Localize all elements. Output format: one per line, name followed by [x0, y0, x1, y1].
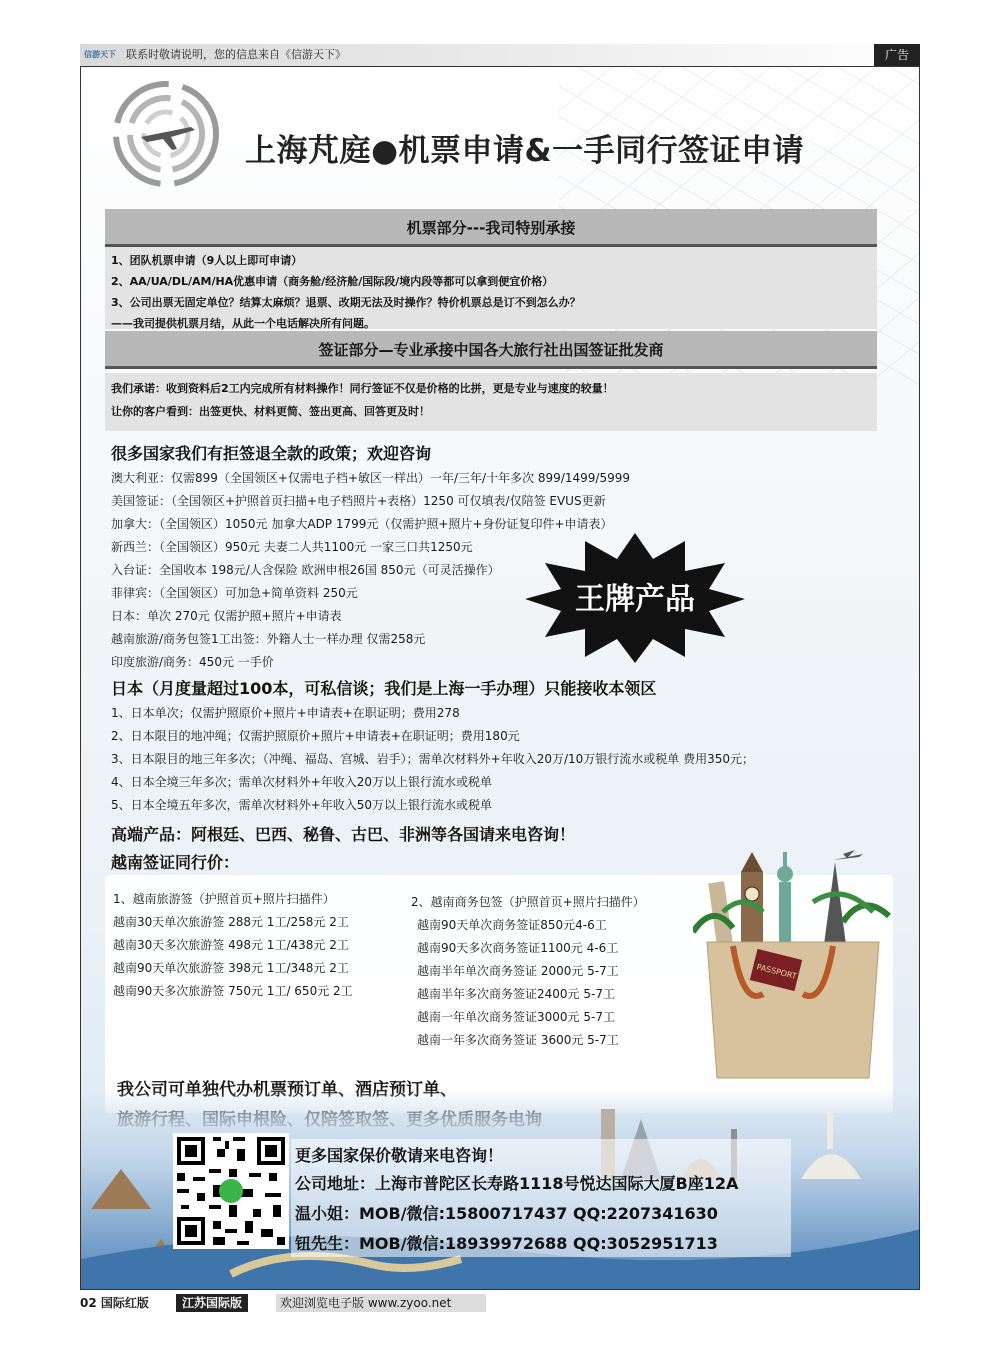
japan-item: 5、日本全境五年多次，需单次材料外+年收入50万以上银行流水或税单	[111, 798, 492, 812]
vietnam-business-item: 越南一年多次商务签证 3600元 5-7工	[417, 1033, 619, 1047]
page-footer	[80, 1294, 920, 1312]
japan-item: 4、日本全境三年多次；需单次材料外+年收入20万以上银行流水或税单	[111, 775, 492, 789]
ticket-item: 2、AA/UA/DL/AM/HA优惠申请（商务舱/经济舱/国际段/境内段等都可以拿到便宜价格）	[111, 275, 554, 288]
country-price-line: 澳大利亚：仅需899（全国领区+仅需电子档+敏区一样出）一年/三年/十年多次 899/1499/5999	[111, 471, 630, 485]
airplane-swirl-logo-icon	[111, 79, 221, 189]
more-countries-note: 更多国家保价敬请来电咨询！	[295, 1146, 504, 1165]
contact-person-wen[interactable]: 温小姐：MOB/微信:15800717437 QQ:2207341630	[295, 1204, 718, 1223]
visa-promise: 让你的客户看到：出签更快、材料更简、签出更高、回答更及时！	[111, 405, 430, 418]
contact-person-niu[interactable]: 钮先生：MOB/微信:18939972688 QQ:3052951713	[295, 1234, 718, 1253]
japan-heading: 日本（月度量超过100本，可私信谈；我们是上海一手办理）只能接收本领区	[111, 679, 657, 698]
ace-product-label: 王牌产品	[575, 582, 695, 617]
vietnam-business-item: 越南一年单次商务签证3000元 5-7工	[417, 1010, 615, 1024]
vietnam-tourist-item: 越南30天单次旅游签 288元 1工/258元 2工	[113, 915, 349, 929]
ticket-item: 1、团队机票申请（9人以上即可申请）	[111, 254, 303, 267]
vietnam-business-item: 越南半年单次商务签证 2000元 5-7工	[417, 964, 619, 978]
highend-heading: 高端产品：阿根廷、巴西、秘鲁、古巴、非洲等各国请来电咨询！	[111, 825, 576, 844]
japan-item: 2、日本限目的地冲绳；仅需护照原价+照片+申请表+在职证明；费用180元	[111, 729, 520, 743]
top-bar	[80, 44, 920, 66]
vietnam-tourist-item: 越南90天多次旅游签 750元 1工/ 650元 2工	[113, 984, 353, 998]
country-price-line: 入台证：全国收本 198元/人含保险 欧洲申根26国 850元（可灵活操作）	[111, 563, 500, 577]
wechat-qr-code[interactable]	[173, 1133, 289, 1249]
wechat-icon	[219, 1179, 243, 1203]
vietnam-tourist-item: 越南90天单次旅游签 398元 1工/348元 2工	[113, 961, 349, 975]
page-title: 上海芃庭●机票申请&一手同行签证申请	[245, 133, 805, 169]
travel-bag-landmarks-icon	[693, 842, 893, 1082]
country-price-line: 菲律宾：（全国领区）可加急+简单资料 250元	[111, 586, 358, 600]
ticket-section-heading: 机票部分---我司特别承接	[105, 209, 877, 247]
page-number: 02 国际红版	[80, 1296, 149, 1310]
vietnam-tourist-title: 1、越南旅游签（护照首页+照片扫描件）	[113, 892, 335, 906]
vietnam-heading: 越南签证同行价：	[111, 853, 240, 872]
company-address: 公司地址：上海市普陀区长寿路1118号悦达国际大厦B座12A	[295, 1174, 739, 1193]
ad-tag: 广告	[874, 44, 920, 66]
vietnam-business-item: 越南90天单次商务签证850元4-6工	[417, 918, 607, 932]
japan-item: 1、日本单次；仅需护照原价+照片+申请表+在职证明；费用278	[111, 706, 460, 720]
ad-frame	[80, 66, 920, 1290]
vietnam-business-item: 越南半年多次商务签证2400元 5-7工	[417, 987, 615, 1001]
country-price-line: 美国签证：（全国领区+护照首页扫描+电子档照片+表格）1250 可仅填表/仅陪签 EVUS更新	[111, 494, 606, 508]
magazine-logo: 信游天下	[84, 50, 116, 59]
vietnam-business-item: 越南90天多次商务签证1100元 4-6工	[417, 941, 619, 955]
country-price-line: 加拿大：（全国领区）1050元 加拿大ADP 1799元（仅需护照+照片+身份证复印件+申请表）	[111, 517, 613, 531]
visa-section-heading: 签证部分—专业承接中国各大旅行社出国签证批发商	[105, 331, 877, 369]
ace-product-badge	[525, 533, 745, 663]
country-price-line: 越南旅游/商务包签1工出签：外籍人士一样办理 仅需258元	[111, 632, 426, 646]
country-price-line: 新西兰：（全国领区）950元 夫妻二人共1100元 一家三口共1250元	[111, 540, 473, 554]
refund-policy-heading: 很多国家我们有拒签退全款的政策；欢迎咨询	[111, 444, 432, 463]
country-price-line: 日本：单次 270元 仅需护照+照片+申请表	[111, 609, 342, 623]
ticket-item: ——我司提供机票月结，从此一个电话解决所有问题。	[111, 317, 375, 330]
passport-label: PASSPORT	[755, 962, 798, 982]
vietnam-tourist-item: 越南30天多次旅游签 498元 1工/438元 2工	[113, 938, 349, 952]
edition-label: 江苏国际版	[176, 1294, 248, 1312]
source-notice: 联系时敬请说明，您的信息来自《信游天下》	[126, 48, 346, 61]
country-price-line: 印度旅游/商务：450元 一手价	[111, 655, 274, 669]
website-link[interactable]: 欢迎浏览电子版 www.zyoo.net	[276, 1294, 486, 1312]
japan-item: 3、日本限目的地三年多次；（冲绳、福岛、宫城、岩手）；需单次材料外+年收入20万/10万银行流水或税单 费用350元；	[111, 752, 754, 766]
visa-promise: 我们承诺：收到资料后2工内完成所有材料操作！同行签证不仅是价格的比拼，更是专业与速度的较量！	[111, 382, 614, 395]
ticket-item: 3、公司出票无固定单位？结算太麻烦？退票、改期无法及时操作？特价机票总是订不到怎么办？	[111, 296, 581, 309]
vietnam-business-title: 2、越南商务包签（护照首页+照片扫描件）	[411, 895, 645, 909]
